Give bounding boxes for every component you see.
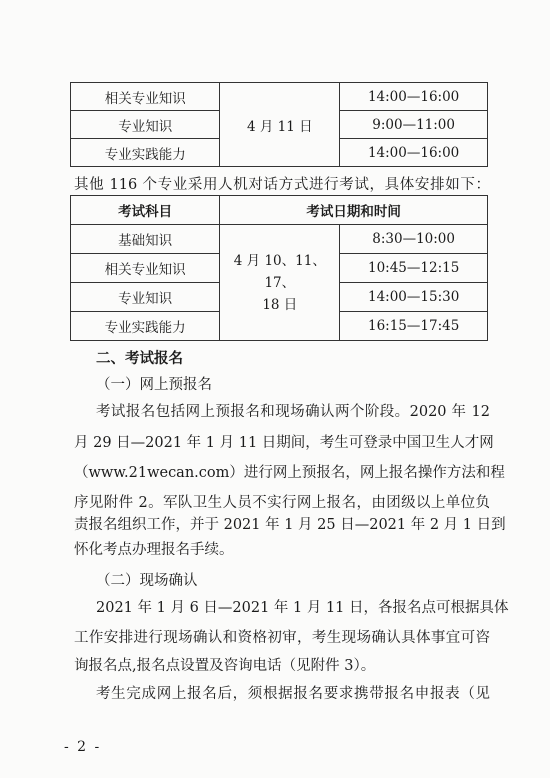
paragraph-line: 考生完成网上报名后，须根据报名要求携带报名申报表（见	[96, 686, 490, 702]
time-cell: 10:45—12:15	[340, 254, 488, 283]
paragraph-line: 询报名点,报名点设置及咨询电话（见附件 3）。	[74, 658, 376, 674]
subject-cell: 专业实践能力	[71, 139, 220, 167]
table-row	[71, 83, 488, 111]
subject-cell: 专业知识	[71, 111, 220, 139]
time-cell: 16:15—17:45	[340, 312, 488, 341]
time-cell: 8:30—10:00	[340, 225, 488, 254]
subject-cell: 专业知识	[71, 283, 220, 312]
subject-cell: 相关专业知识	[71, 254, 220, 283]
date-line: 18 日	[262, 296, 298, 313]
time-cell: 9:00—11:00	[340, 111, 488, 139]
date-line: 4 月 10、11、17、	[233, 252, 326, 291]
subject-cell: 基础知识	[71, 225, 220, 254]
paragraph-line: （www.21wecan.com）进行网上预报名，网上报名操作方法和程	[74, 465, 505, 481]
schedule-table-1	[70, 82, 488, 167]
table-row	[71, 225, 488, 254]
time-cell: 14:00—15:30	[340, 283, 488, 312]
paragraph-line: 工作安排进行现场确认和资格初审，考生现场确认具体事宜可咨	[74, 630, 490, 646]
paragraph-line: 月 29 日—2021 年 1 月 11 日期间，考生可登录中国卫生人才网	[74, 435, 494, 451]
intro-text: 其他 116 个专业采用人机对话方式进行考试，具体安排如下：	[74, 177, 490, 193]
paragraph-line: 考试报名包括网上预报名和现场确认两个阶段。2020 年 12	[96, 404, 490, 420]
subject-cell: 专业实践能力	[71, 312, 220, 341]
paragraph-line: 责报名组织工作，并于 2021 年 1 月 25 日—2021 年 2 月 1 日到	[74, 517, 506, 533]
subsection-heading: （一）网上预报名	[96, 377, 212, 393]
header-date: 考试日期和时间	[220, 196, 488, 225]
section-heading: 二、考试报名	[96, 350, 183, 367]
date-cell	[220, 225, 340, 341]
page-number: - 2 -	[64, 739, 102, 755]
subject-cell: 相关专业知识	[71, 83, 220, 111]
table-header-row	[71, 196, 488, 225]
paragraph-line: 2021 年 1 月 6 日—2021 年 1 月 11 日，各报名点可根据具体	[96, 600, 509, 616]
date-cell: 4 月 11 日	[220, 83, 340, 167]
time-cell: 14:00—16:00	[340, 83, 488, 111]
header-subject: 考试科目	[71, 196, 220, 225]
paragraph-line: 序见附件 2。军队卫生人员不实行网上报名，由团级以上单位负	[74, 495, 490, 511]
schedule-table-2	[70, 195, 488, 341]
time-cell: 14:00—16:00	[340, 139, 488, 167]
paragraph-line: 怀化考点办理报名手续。	[74, 542, 234, 558]
subsection-heading: （二）现场确认	[96, 573, 198, 589]
